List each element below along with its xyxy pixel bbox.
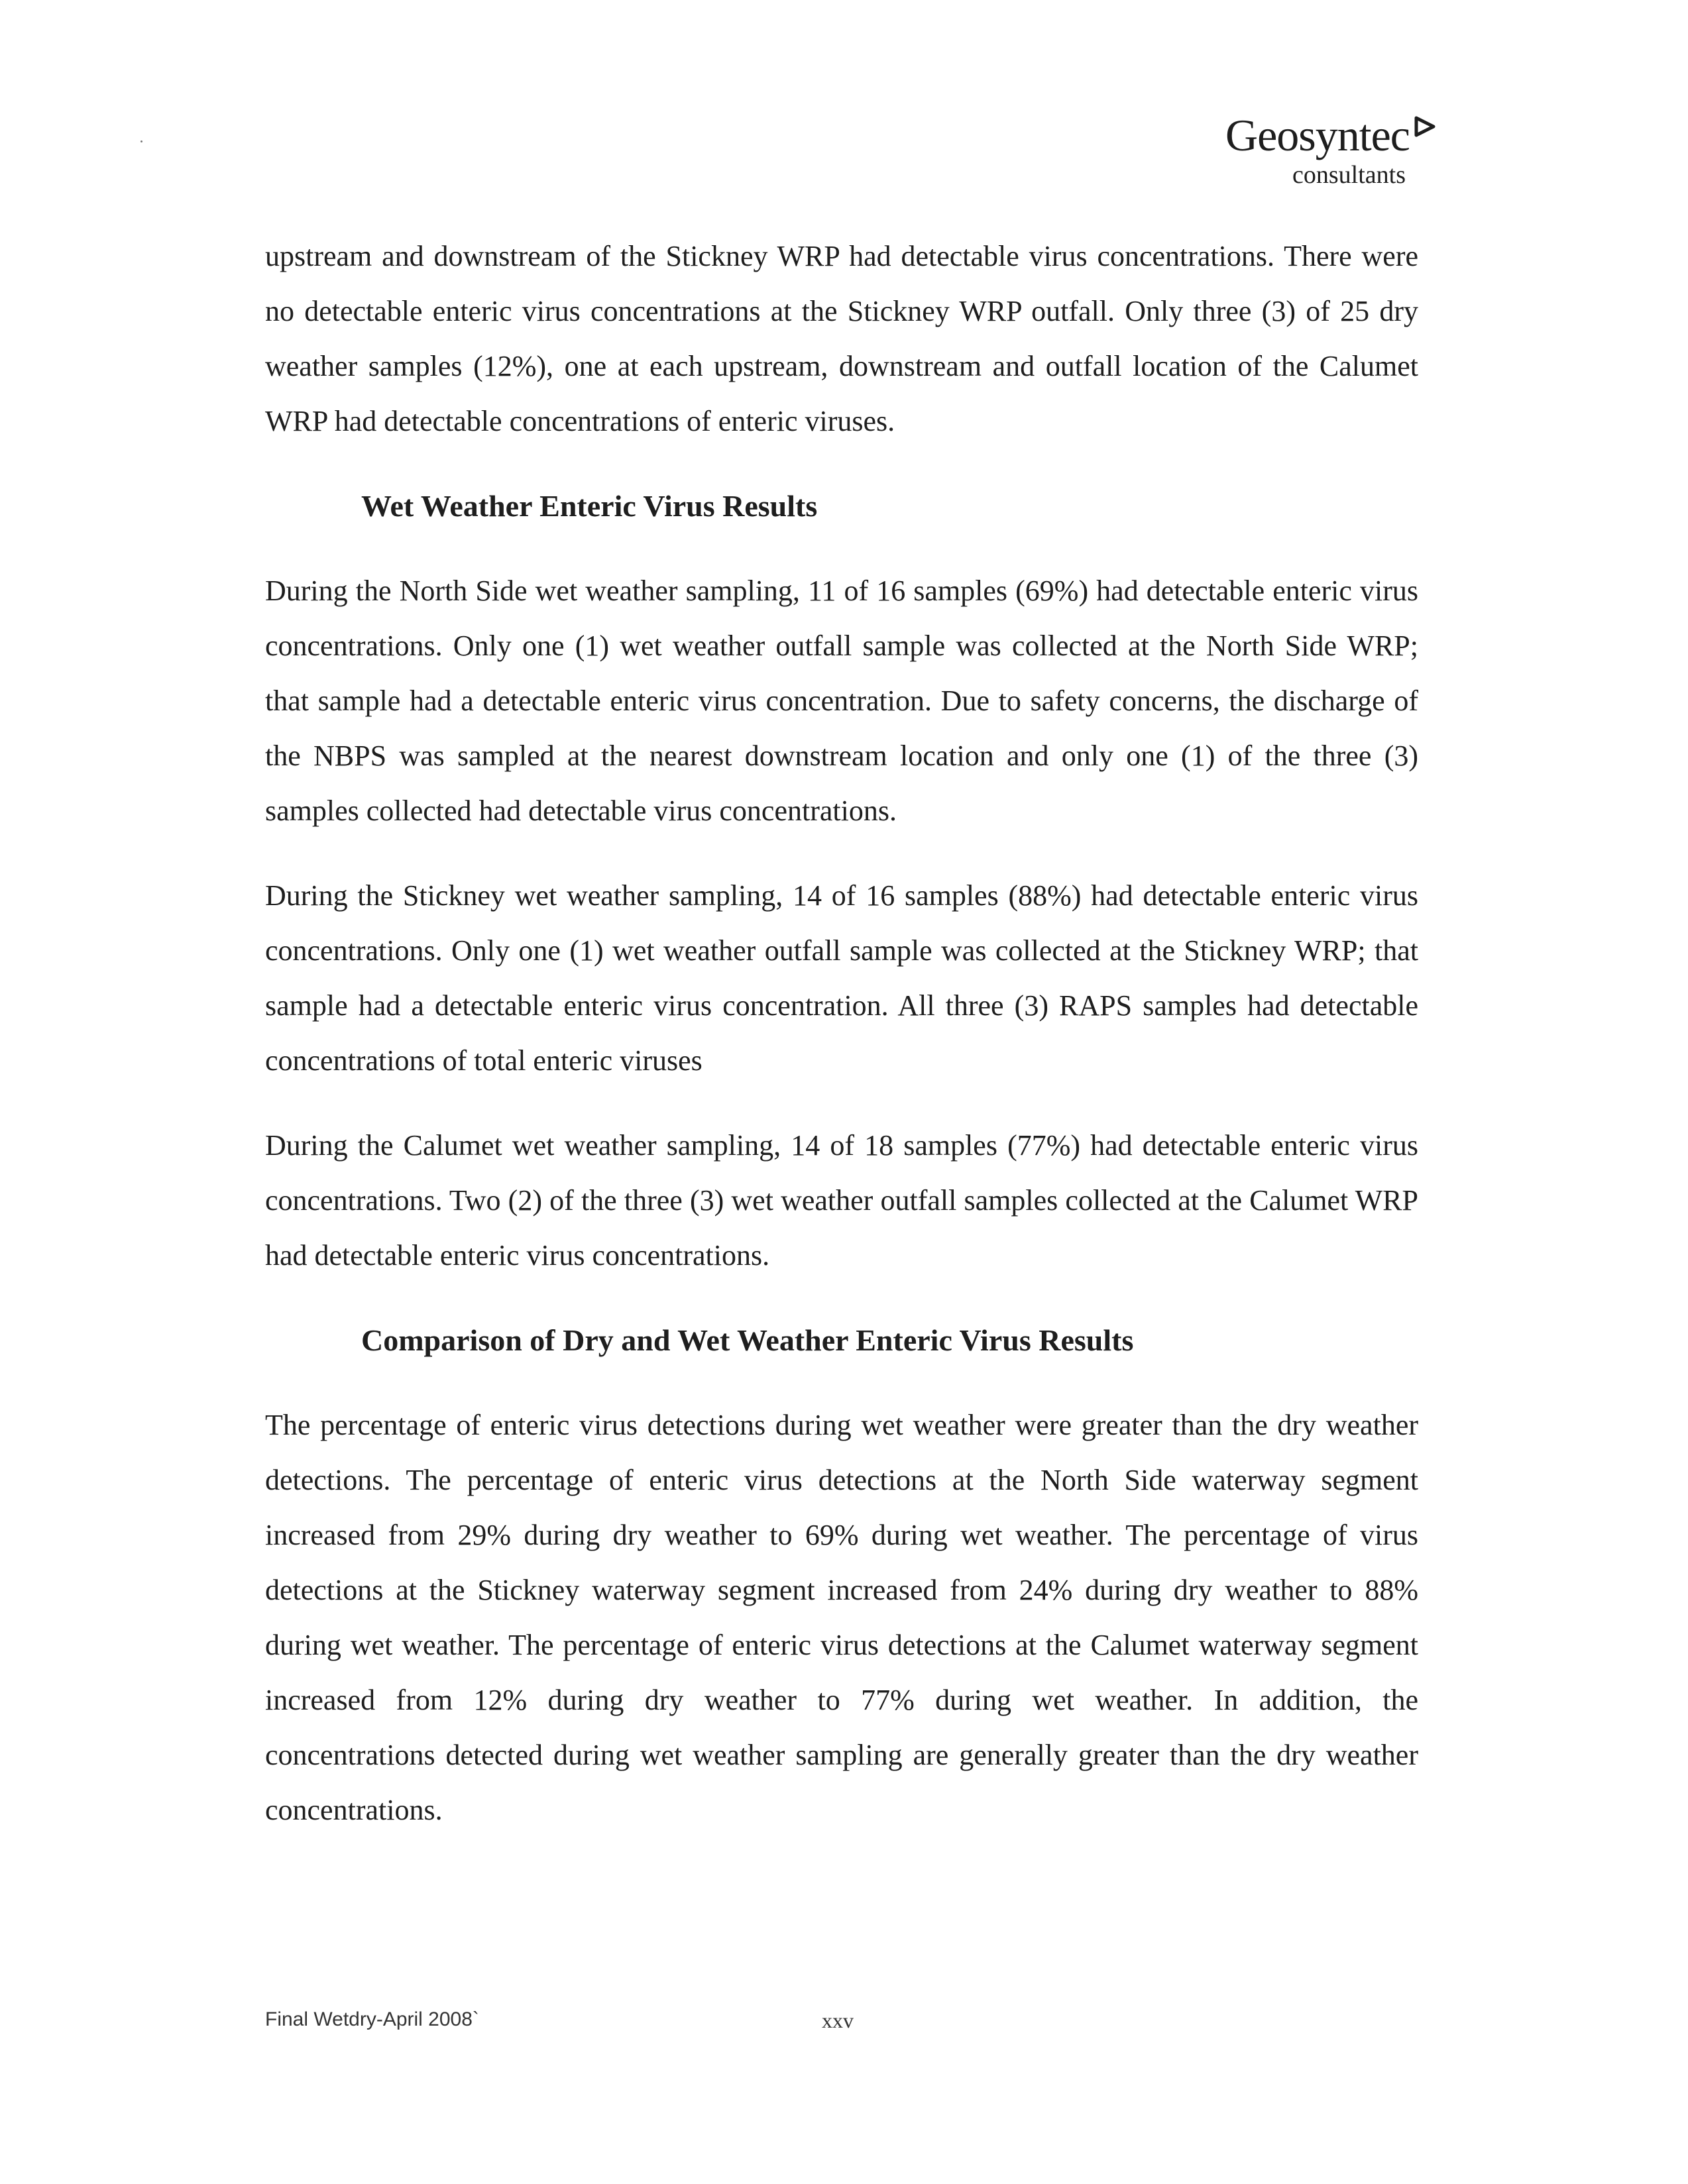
spacer xyxy=(265,1368,1418,1397)
spacer xyxy=(265,838,1418,868)
paragraph-dry-weather-continued: upstream and downstream of the Stickney WRP had detectable virus concentrations. There were no detectable enteric virus concentrations at the Stickney WRP outfall. Only three (3) of 25 dry weather samples (12%), one at each upstream, downstream and outfall location of the Calumet WRP had detectable concentrations of enteric viruses. xyxy=(265,240,1418,437)
heading-wet-weather-results: Wet Weather Enteric Virus Results xyxy=(361,489,818,523)
heading-dry-wet-comparison: Comparison of Dry and Wet Weather Enteric Virus Results xyxy=(361,1323,1134,1357)
paragraph-calumet-wet-weather: During the Calumet wet weather sampling, 14 of 18 samples (77%) had detectable enteric virus concentrations. Two (2) of the three (3) wet weather outfall samples collected at the Calumet WRP had detectable enteric virus concentrations. xyxy=(265,1129,1418,1272)
company-logo xyxy=(1225,110,1410,190)
scan-speck xyxy=(141,140,142,142)
paragraph-comparison: The percentage of enteric virus detections during wet weather were greater than the dry weather detections. The percentage of enteric virus detections at the North Side waterway segment increased from 29% during dry weather to 69% during wet weather. The percentage of virus detections at the Stickney waterway segment increased from 24% during dry weather to 88% during wet weather. The percentage of enteric virus detections at the Calumet waterway segment increased from 12% during dry weather to 77% during wet weather. In addition, the concentrations detected during wet weather sampling are generally greater than the dry weather concentrations. xyxy=(265,1409,1418,1826)
paragraph-north-side-wet-weather: During the North Side wet weather sampling, 11 of 16 samples (69%) had detectable enteric virus concentrations. Only one (1) wet weather outfall sample was collected at the North Side WRP; that sample had a detectable enteric virus concentration. Due to safety concerns, the discharge of the NBPS was sampled at the nearest downstream location and only one (1) of the three (3) samples collected had detectable virus concentrations. xyxy=(265,574,1418,827)
footer-page-number: xxv xyxy=(822,2008,854,2032)
spacer xyxy=(265,1283,1418,1313)
logo-subtitle: consultants xyxy=(1292,161,1406,189)
page-body xyxy=(265,229,1418,1837)
logo-name: Geosyntec xyxy=(1225,110,1410,160)
footer-document-label: Final Wetdry-April 2008` xyxy=(265,2008,479,2030)
paragraph-stickney-wet-weather: During the Stickney wet weather sampling, 14 of 16 samples (88%) had detectable enteric virus concentrations. Only one (1) wet weather outfall sample was collected at the Stickney WRP; that sample had a detectable enteric virus concentration. All three (3) RAPS samples had detectable concentrations of total enteric viruses xyxy=(265,879,1418,1077)
triangle-mark-icon xyxy=(1414,115,1436,138)
spacer xyxy=(265,449,1418,478)
spacer xyxy=(265,1088,1418,1118)
spacer xyxy=(265,533,1418,563)
